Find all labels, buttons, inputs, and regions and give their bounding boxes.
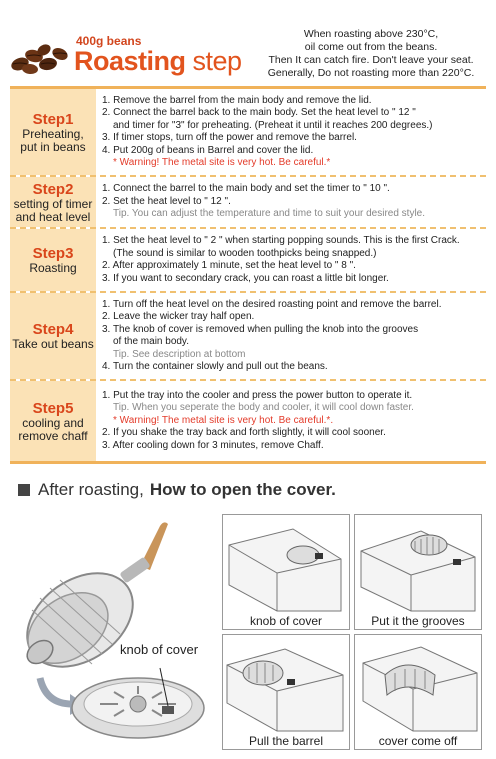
step-line: 4. Put 200g of beans in Barrel and cover the lid.	[102, 144, 314, 156]
step-line: 1. Connect the barrel to the main body and set the timer to " 10 ".	[102, 183, 390, 195]
step-name: Step5	[32, 399, 74, 417]
step-line: 3. After cooling down for 3 minutes, remove Chaff.	[102, 439, 324, 451]
step-row-4	[10, 293, 486, 381]
panel-caption: knob of cover	[223, 613, 349, 629]
step-desc: and heat level	[15, 209, 91, 224]
step-label	[10, 293, 96, 379]
step-label	[10, 89, 96, 175]
step-line: 2. After approximately 1 minute, set the heat level to " 8 ".	[102, 260, 356, 271]
roaster-drum-image	[10, 508, 216, 754]
step-line: 2. If you shake the tray back and forth slightly, it will cool sooner.	[102, 427, 386, 439]
step-line: 1. Set the heat level to " 2 " when starting popping sounds. This is the first Crack.	[102, 235, 460, 246]
step-row-1	[10, 89, 486, 177]
arrow-icon	[40, 678, 72, 704]
page-title	[74, 46, 242, 77]
page-header	[0, 0, 496, 84]
after-heading-prefix: After roasting,	[38, 480, 144, 499]
step-label	[10, 381, 96, 461]
step-name: Step2	[32, 180, 74, 198]
machine-illustration	[223, 635, 351, 735]
step-desc: cooling and	[22, 415, 84, 430]
step-row-5	[10, 381, 486, 461]
step-line: and timer for "3" for preheating. (Preheat it until it reaches 200 degrees.)	[113, 119, 433, 131]
machine-illustration	[355, 635, 483, 735]
title-bold: Roasting	[74, 46, 186, 76]
after-roasting-heading	[18, 478, 336, 502]
coffee-beans-image	[8, 38, 70, 76]
machine-illustration	[355, 515, 483, 615]
step-line: 2. Connect the barrel back to the main body. Set the heat level to " 12 "	[102, 107, 416, 118]
panel-put-it-the-grooves	[354, 514, 482, 630]
step-desc: setting of timer	[13, 196, 93, 211]
step-label	[10, 229, 96, 291]
step-desc: Take out beans	[12, 337, 94, 351]
warning-line: Then It can catch fire. Don't leave your seat.	[268, 54, 474, 66]
machine-illustration	[223, 515, 351, 615]
knob-of-cover-label: knob of cover	[120, 642, 199, 657]
step-line: 1. Put the tray into the cooler and press the power button to operate it.	[102, 389, 413, 401]
step-row-2	[10, 177, 486, 229]
step-desc: Roasting	[29, 261, 77, 275]
step-desc: remove chaff	[18, 428, 88, 443]
cover-disc-image	[72, 668, 204, 738]
panel-caption: Pull the barrel	[223, 733, 349, 749]
step-body	[102, 177, 482, 227]
header-subtitle: 400g beans	[76, 34, 142, 48]
warning-line: * Warning! The metal site is very hot. Be careful.*	[113, 157, 331, 168]
step-name: Step3	[32, 245, 74, 262]
panel-caption: cover come off	[355, 733, 481, 749]
warning-line: Generally, Do not roasting more than 220°C.	[267, 67, 475, 79]
title-thin: step	[192, 46, 242, 76]
step-body	[102, 381, 482, 461]
step-line: 3. The knob of cover is removed when pulling the knob into the grooves	[102, 323, 419, 335]
panel-cover-come-off	[354, 634, 482, 750]
step-line: of the main body.	[113, 336, 189, 347]
step-line: 3. If you want to secondary crack, you can roast a little bit longer.	[102, 272, 389, 284]
bullet-square-icon	[18, 484, 30, 496]
step-body	[102, 89, 482, 175]
step-line: 2. Set the heat level to " 12 ".	[102, 195, 231, 207]
warning-line: oil come out from the beans.	[304, 41, 438, 53]
panel-knob-of-cover	[222, 514, 350, 630]
after-heading-bold: How to open the cover.	[149, 480, 336, 499]
step-body	[102, 293, 482, 379]
warning-line: * Warning! The metal site is very hot. Be careful.*.	[113, 414, 334, 426]
steps-table	[10, 86, 486, 464]
step-line: 3. If timer stops, turn off the power and remove the barrel.	[102, 132, 357, 143]
step-line: 2. Leave the wicker tray half open.	[102, 311, 255, 322]
step-line: 1. Turn off the heat level on the desired roasting point and remove the barrel.	[102, 298, 442, 310]
panel-pull-the-barrel	[222, 634, 350, 750]
step-row-3	[10, 229, 486, 293]
panel-caption: Put it the grooves	[355, 613, 481, 629]
tip-line: Tip. When you seperate the body and cooler, it will cool down faster.	[113, 402, 414, 414]
tip-line: Tip. You can adjust the temperature and time to suit your desired style.	[113, 208, 426, 220]
step-name: Step4	[32, 321, 74, 338]
step-desc: put in beans	[20, 139, 86, 154]
header-warning	[256, 28, 486, 80]
tip-line: Tip. See description at bottom	[113, 348, 246, 360]
step-desc: Preheating,	[22, 126, 84, 141]
step-line: 4. Turn the container slowly and pull out the beans.	[102, 361, 328, 372]
warning-line: When roasting above 230°C,	[303, 28, 439, 40]
step-line: 1. Remove the barrel from the main body and remove the lid.	[102, 94, 372, 106]
step-name: Step1	[32, 110, 74, 128]
step-label	[10, 177, 96, 227]
step-body	[102, 229, 482, 291]
step-line: (The sound is similar to wooden toothpicks being snapped.)	[113, 247, 377, 259]
